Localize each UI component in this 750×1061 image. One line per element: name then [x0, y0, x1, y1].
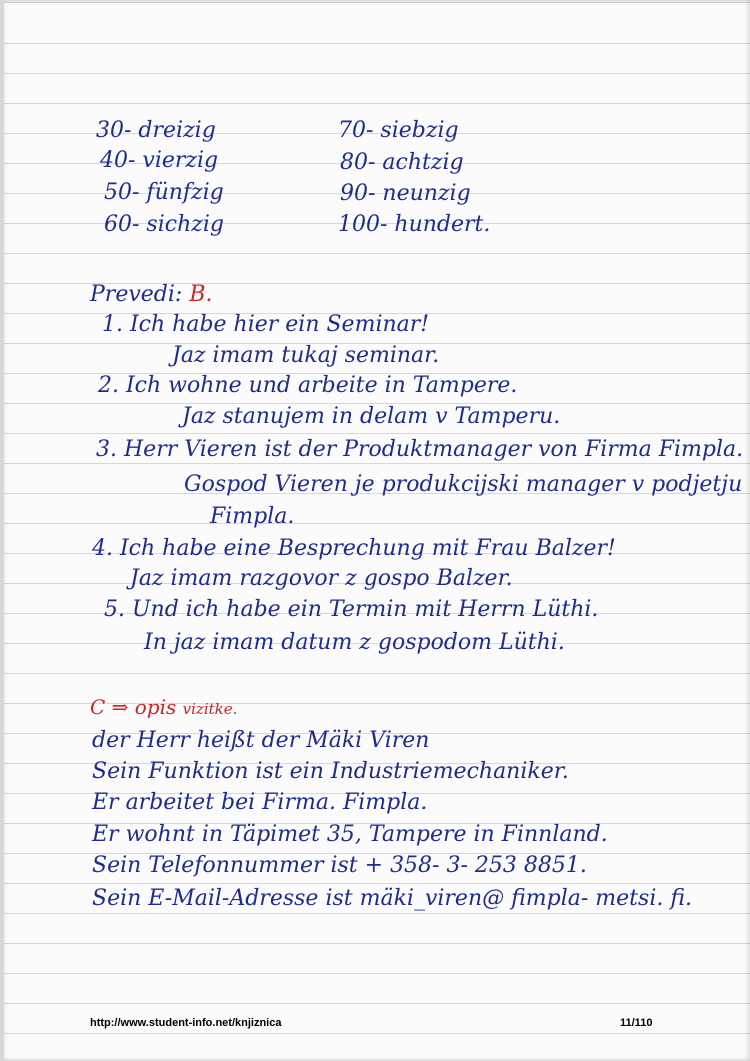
section-c-label: C ⇒ opis: [90, 695, 177, 719]
number-30: 30- dreizig: [96, 118, 216, 143]
sentence-de-1: 1. Ich habe hier ein Seminar!: [102, 312, 430, 337]
section-c-suffix: vizitke.: [182, 700, 238, 718]
footer-page-number: 11/110: [620, 1017, 653, 1029]
sentence-sl-1: Jaz imam tukaj seminar.: [172, 343, 440, 368]
number-100: 100- hundert.: [338, 212, 491, 237]
section-b-label: Prevedi:: [90, 282, 183, 307]
sentence-sl-2: Jaz stanujem in delam v Tamperu.: [182, 404, 561, 429]
card-line-address: Er wohnt in Täpimet 35, Tampere in Finnland.: [92, 822, 608, 847]
number-80: 80- achtzig: [340, 150, 464, 175]
sentence-de-2: 2. Ich wohne und arbeite in Tampere.: [98, 373, 518, 398]
card-line-function: Sein Funktion ist ein Industriemechaniker.: [92, 759, 569, 784]
number-50: 50- fünfzig: [104, 180, 224, 205]
card-line-name: der Herr heißt der Mäki Viren: [92, 728, 430, 753]
section-b-letter: B.: [189, 282, 213, 307]
sentence-sl-4: Jaz imam razgovor z gospo Balzer.: [130, 566, 513, 591]
section-b-heading: [90, 282, 213, 308]
sentence-de-4: 4. Ich habe eine Besprechung mit Frau Balzer!: [92, 536, 616, 561]
card-line-email: Sein E-Mail-Adresse ist mäki_viren@ fimpla- metsi. fi.: [92, 886, 693, 911]
card-line-company: Er arbeitet bei Firma. Fimpla.: [92, 790, 428, 815]
number-70: 70- siebzig: [338, 118, 459, 143]
card-line-phone: Sein Telefonnummer ist + 358- 3- 253 8851.: [92, 853, 587, 878]
page-edge: [0, 0, 4, 1061]
footer-url[interactable]: http://www.student-info.net/knjiznica: [90, 1017, 282, 1029]
number-40: 40- vierzig: [100, 148, 219, 173]
sentence-sl-3: Gospod Vieren je produkcijski manager v podjetju: [184, 472, 743, 497]
section-c-heading: [90, 694, 237, 722]
number-90: 90- neunzig: [340, 181, 471, 206]
sentence-sl-3-cont: Fimpla.: [210, 504, 295, 529]
sentence-de-3: 3. Herr Vieren ist der Produktmanager von Firma Fimpla.: [96, 437, 744, 462]
sentence-sl-5: In jaz imam datum z gospodom Lüthi.: [144, 630, 565, 655]
number-60: 60- sichzig: [104, 212, 224, 237]
sentence-de-5: 5. Und ich habe ein Termin mit Herrn Lüthi.: [104, 597, 599, 622]
